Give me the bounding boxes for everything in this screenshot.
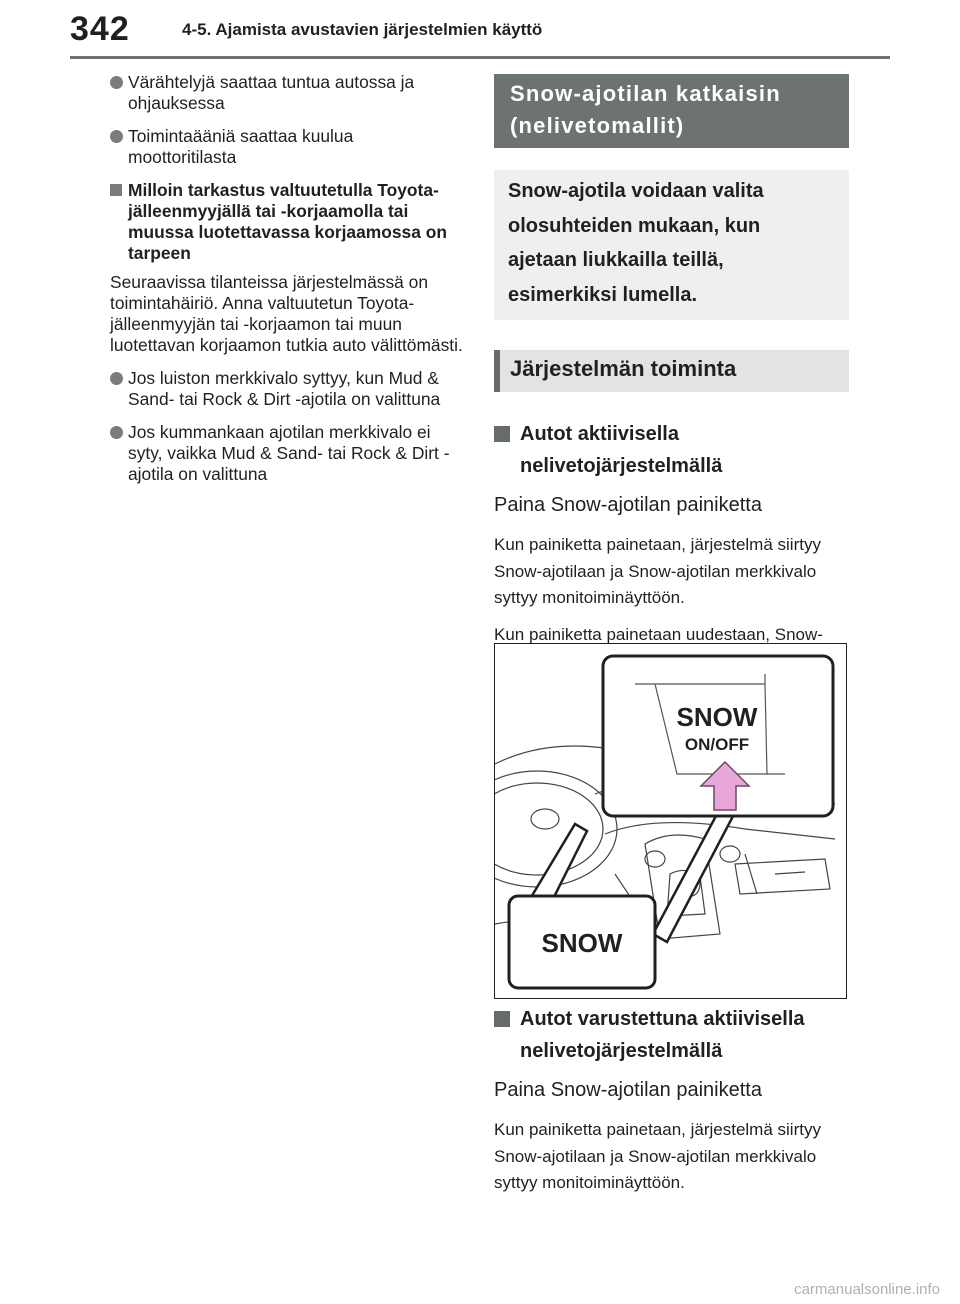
bullet-dot-icon — [110, 76, 123, 89]
dashboard-drawing — [495, 644, 846, 998]
page-number: 342 — [70, 10, 130, 48]
subsection-heading-2 — [494, 1003, 849, 1067]
snow-button-label: SNOW — [676, 702, 758, 732]
bullet-text: Värähtelyjä saattaa tuntua autossa ja ohjauksessa — [128, 72, 415, 113]
check-heading — [110, 180, 466, 264]
chapter-title: 4-5. Ajamista avustavien järjestelmien käyttö — [182, 20, 543, 39]
left-column — [110, 72, 466, 497]
operation-title: Järjestelmän toiminta — [494, 350, 849, 392]
subsection-heading-text: Autot varustettuna aktiivisella nelivetojärjestelmällä — [520, 1008, 805, 1062]
check-paragraph: Seuraavissa tilanteissa järjestelmässä on toimintahäiriö. Anna valtuutetun Toyota-jälleenmyyjän tai -korjaamon tai muun luotettavan korjaamon tutkia auto välittömästi. — [110, 272, 463, 355]
right-column-lower — [494, 1003, 849, 1197]
snow-indicator-label: SNOW — [541, 928, 623, 958]
square-bullet-icon — [110, 184, 122, 196]
header-rule — [70, 56, 890, 59]
section-intro: Snow-ajotila voidaan valita olosuhteiden mukaan, kun ajetaan liukkailla teillä, esimerkiksi lumella. — [494, 170, 849, 320]
subsection-heading-1 — [494, 418, 849, 482]
square-bullet-icon — [494, 426, 510, 442]
dashboard-illustration — [494, 643, 847, 999]
bullet-text: Jos kummankaan ajotilan merkkivalo ei syty, vaikka Mud & Sand- tai Rock & Dirt -ajotila on valittuna — [128, 422, 450, 484]
description-2a: Kun painiketta painetaan, järjestelmä siirtyy Snow-ajotilaan ja Snow-ajotilan merkkivalo syttyy monitoiminäyttöön. — [494, 1120, 821, 1192]
bullet-dot-icon — [110, 130, 123, 143]
subsection-heading-text: Autot aktiivisella nelivetojärjestelmällä — [520, 423, 723, 477]
list-item — [110, 72, 466, 114]
description-1a: Kun painiketta painetaan, järjestelmä siirtyy Snow-ajotilaan ja Snow-ajotilan merkkivalo syttyy monitoiminäyttöön. — [494, 535, 821, 607]
list-item — [110, 422, 466, 485]
action-text-2: Paina Snow-ajotilan painiketta — [494, 1079, 762, 1101]
bullet-dot-icon — [110, 372, 123, 385]
check-heading-text: Milloin tarkastus valtuutetulla Toyota-jälleenmyyjällä tai -korjaamolla tai muussa luotettavassa korjaamossa on tarpeen — [128, 180, 447, 263]
description-1b: Kun painiketta painetaan uudestaan, Snow- — [494, 624, 823, 644]
right-column — [494, 74, 849, 675]
page-header — [0, 0, 960, 62]
watermark: carmanualsonline.info — [794, 1281, 940, 1298]
bullet-text: Jos luiston merkkivalo syttyy, kun Mud & Sand- tai Rock & Dirt -ajotila on valittuna — [128, 368, 441, 409]
list-item — [110, 126, 466, 168]
bullet-dot-icon — [110, 426, 123, 439]
bullet-text: Toimintaääniä saattaa kuulua moottoritilasta — [128, 126, 354, 167]
list-item — [110, 368, 466, 410]
action-text-1: Paina Snow-ajotilan painiketta — [494, 494, 762, 516]
snow-button-onoff-label: ON/OFF — [684, 735, 750, 754]
square-bullet-icon — [494, 1011, 510, 1027]
section-title: Snow-ajotilan katkaisin (nelivetomallit) — [494, 74, 849, 148]
